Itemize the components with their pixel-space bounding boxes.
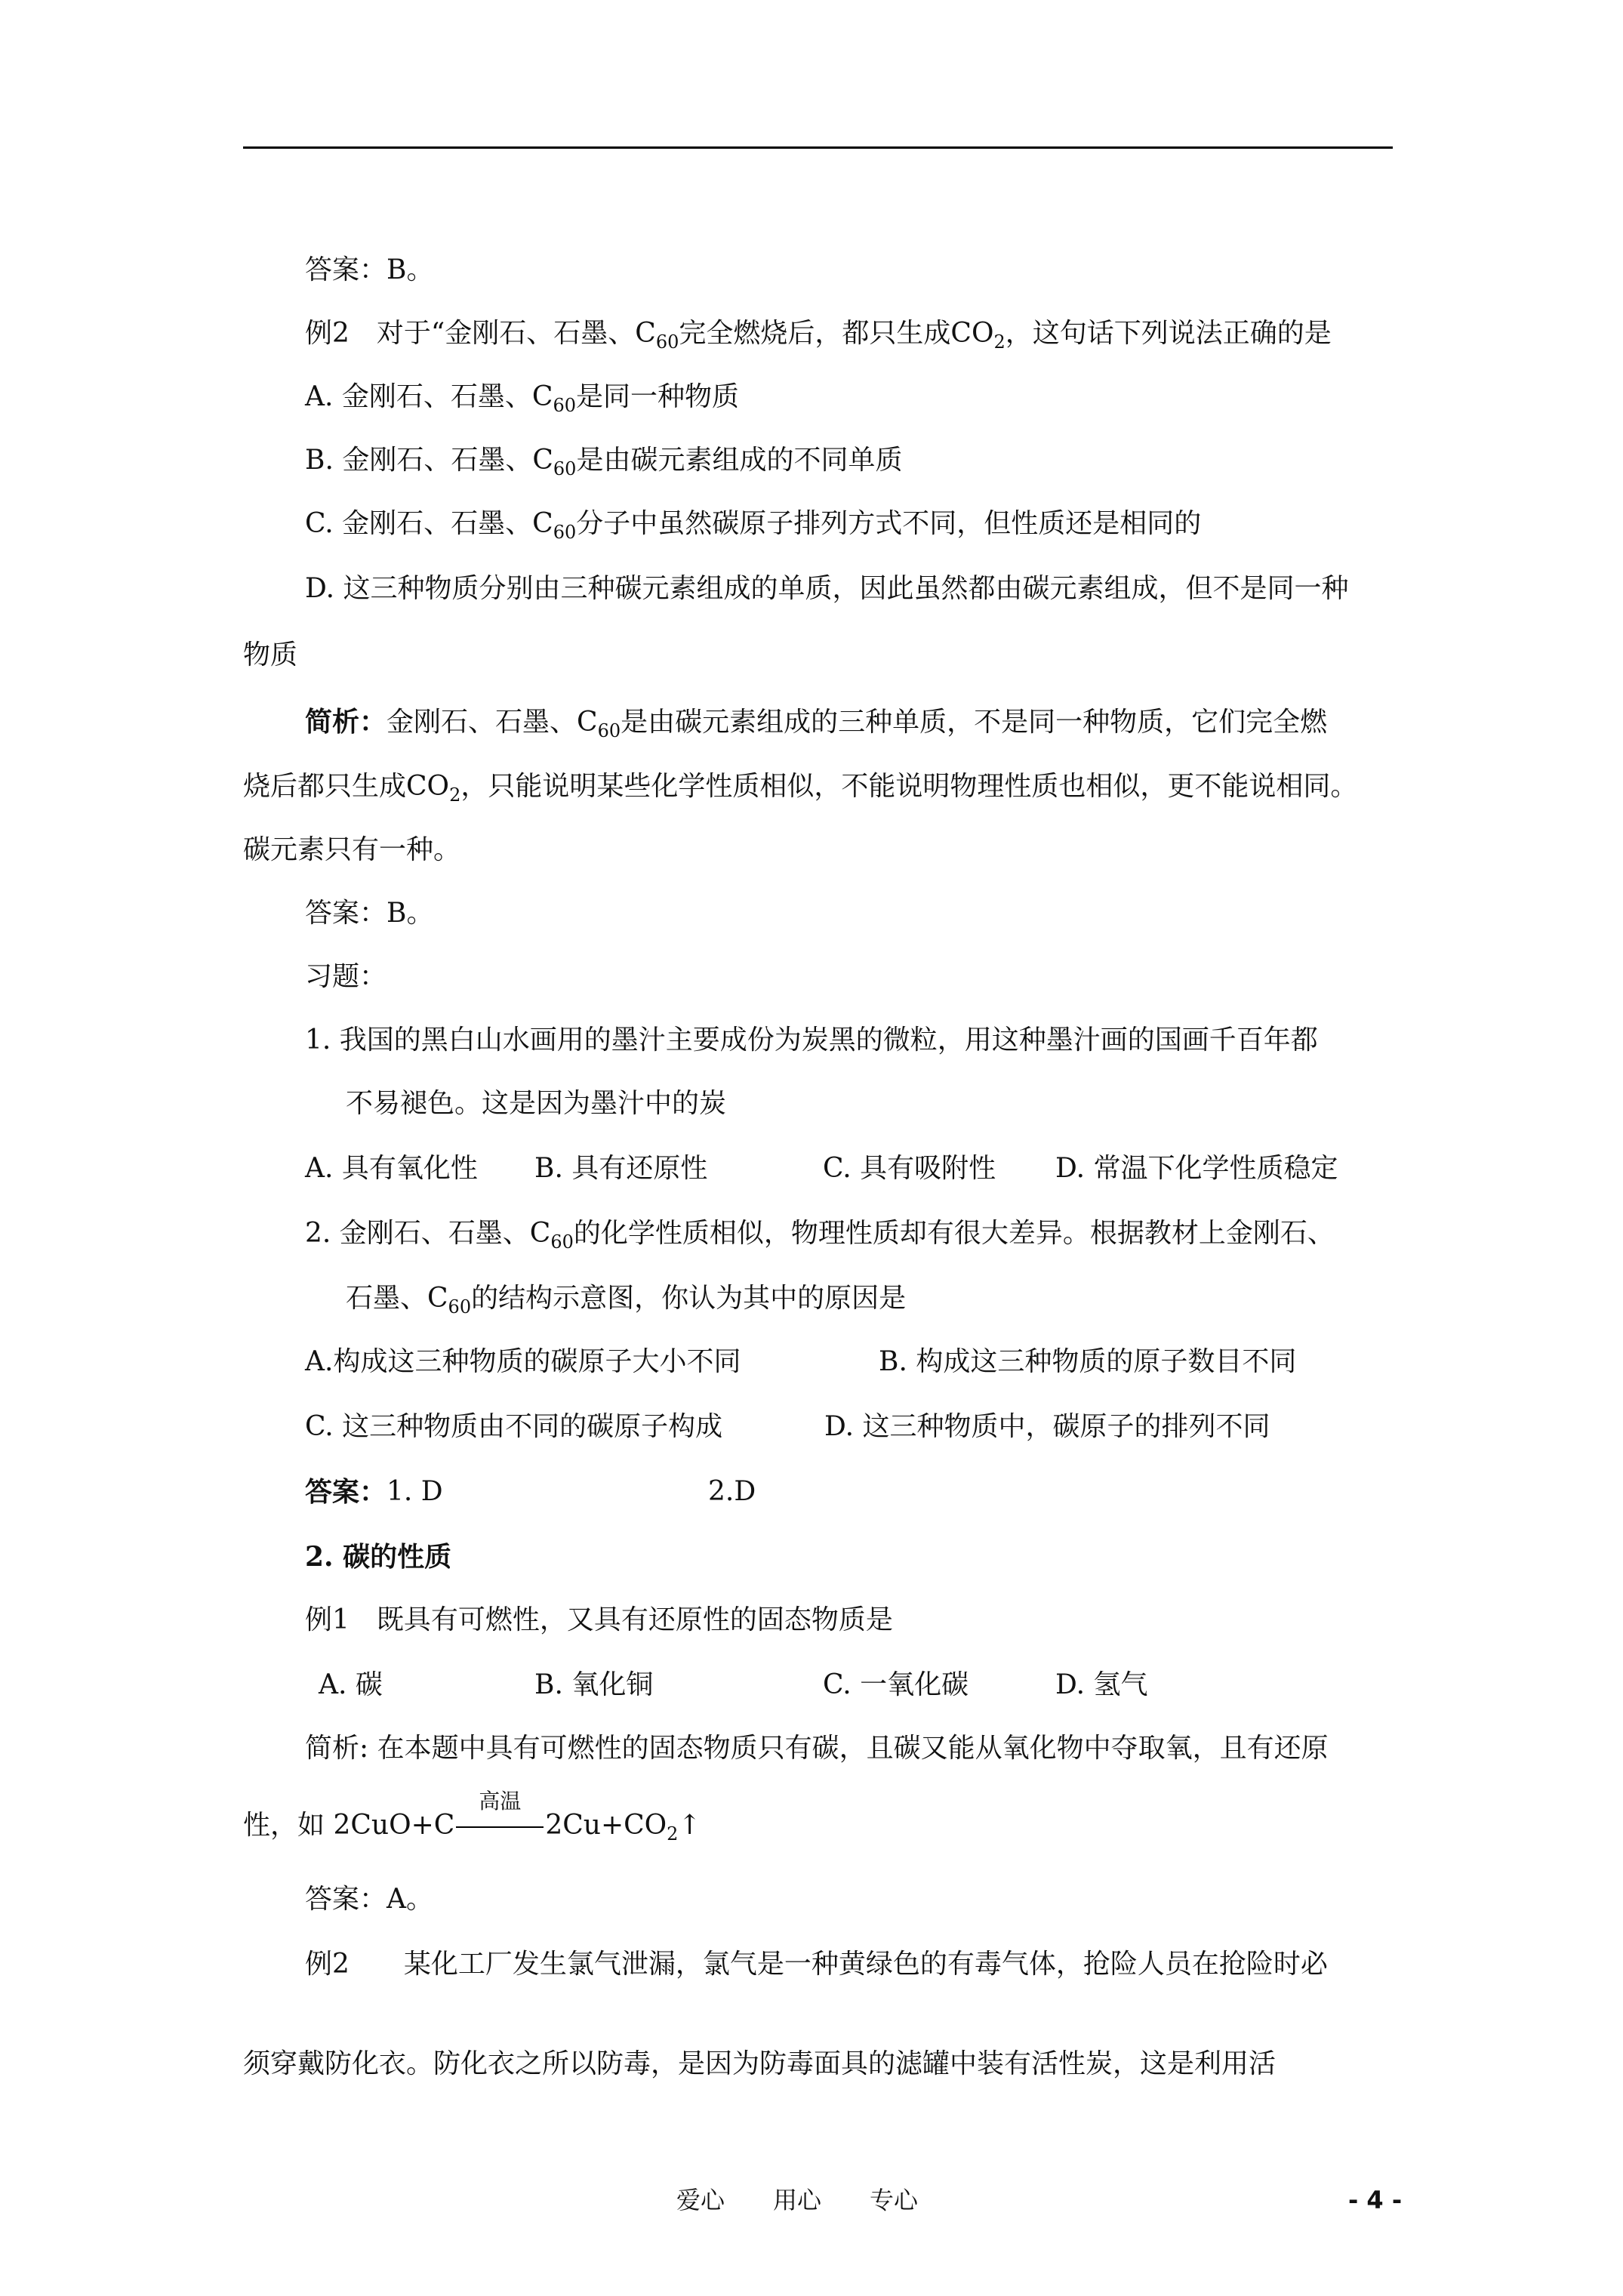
answer-line: 答案：B。 xyxy=(305,254,434,285)
option-d-line-2: 物质 xyxy=(243,639,298,670)
q1-option-a: A. 具有氧化性 xyxy=(305,1153,478,1184)
q1-option-c: C. 具有吸附性 xyxy=(823,1153,996,1184)
header-rule xyxy=(243,146,1393,149)
answer-q1: 1. D xyxy=(387,1476,443,1507)
s2-option-d: D. 氢气 xyxy=(1055,1669,1148,1700)
example-2-question: 例2 对于“金刚石、石墨、$C_{60}$完全燃烧后，都只生成$CO_2$，这句话下列说法正确的是 xyxy=(305,318,1332,353)
s2-answer: 答案：A。 xyxy=(305,1884,433,1915)
q1-option-b: B. 具有还原性 xyxy=(534,1153,708,1184)
analysis-line-1: 简析：金刚石、石墨、$C_{60}$是由碳元素组成的三种单质，不是同一种物质，它们完全燃 xyxy=(305,706,1328,741)
option-d-line-1: D. 这三种物质分别由三种碳元素组成的单质，因此虽然都由碳元素组成，但不是同一种 xyxy=(305,573,1349,604)
q2-line-1: 2. 金刚石、石墨、$C_{60}$的化学性质相似，物理性质却有很大差异。根据教材上金刚石、 xyxy=(305,1218,1335,1253)
q1-line-1: 1. 我国的黑白山水画用的墨汁主要成份为炭黑的微粒，用这种墨汁画的国画千百年都 xyxy=(305,1025,1318,1056)
s2-example-1-options xyxy=(0,1669,1623,1702)
q2-option-d: D. 这三种物质中，碳原子的排列不同 xyxy=(824,1411,1270,1442)
s2-example-2-line-1: 例2 某化工厂发生氯气泄漏，氯气是一种黄绿色的有毒气体，抢险人员在抢险时必 xyxy=(305,1949,1328,1980)
exercises-title: 习题： xyxy=(305,961,387,992)
option-a: A. 金刚石、石墨、$C_{60}$是同一种物质 xyxy=(305,381,739,416)
s2-example-1: 例1 既具有可燃性，又具有还原性的固态物质是 xyxy=(305,1604,893,1635)
s2-analysis-line-1: 简析: 在本题中具有可燃性的固态物质只有碳，且碳又能从氧化物中夺取氧，且有还原 xyxy=(305,1733,1329,1764)
analysis-label: 简析： xyxy=(305,706,387,738)
q2-option-b: B. 构成这三种物质的原子数目不同 xyxy=(879,1346,1297,1377)
option-c: C. 金刚石、石墨、$C_{60}$分子中虽然碳原子排列方式不同，但性质还是相同的 xyxy=(305,508,1202,543)
footer-motto: 爱心 用心 专心 xyxy=(676,2186,919,2214)
q2-options-row-1 xyxy=(0,1345,1623,1379)
gas-arrow-icon: ↑ xyxy=(678,1810,701,1841)
exercise-answers xyxy=(0,1475,1623,1509)
s2-option-a: A. 碳 xyxy=(319,1669,383,1700)
page-number: - 4 - xyxy=(1348,2186,1403,2214)
q2-option-a: A.构成这三种物质的碳原子大小不同 xyxy=(305,1346,741,1377)
q2-line-2: 石墨、$C_{60}$的结构示意图，你认为其中的原因是 xyxy=(346,1283,907,1318)
option-b: B. 金刚石、石墨、$C_{60}$是由碳元素组成的不同单质 xyxy=(305,445,903,479)
s2-option-b: B. 氧化铜 xyxy=(534,1669,654,1700)
s2-analysis-line-2: 性，如 2CuO+C 高温 $2Cu+CO_2↑$ xyxy=(243,1789,701,1845)
q2-option-c: C. 这三种物质由不同的碳原子构成 xyxy=(305,1411,723,1442)
q2-options-row-2 xyxy=(0,1410,1623,1444)
s2-example-2-line-2: 须穿戴防化衣。防化衣之所以防毒，是因为防毒面具的滤罐中装有活性炭，这是利用活 xyxy=(243,2048,1277,2079)
analysis-line-3: 碳元素只有一种。 xyxy=(243,834,461,865)
analysis-line-2: 烧后都只生成$CO_2$，只能说明某些化学性质相似，不能说明物理性质也相似，更不能说相同。 xyxy=(243,771,1358,806)
answer-q2: 2.D xyxy=(708,1476,756,1507)
answers-label: 答案： xyxy=(305,1476,387,1508)
s2-option-c: C. 一氧化碳 xyxy=(823,1669,969,1700)
answer-line-2: 答案：B。 xyxy=(305,898,434,929)
reaction-condition-bar: 高温 xyxy=(454,1809,545,1842)
q1-option-d: D. 常温下化学性质稳定 xyxy=(1055,1153,1338,1184)
q1-options xyxy=(0,1152,1623,1185)
q1-line-2: 不易褪色。这是因为墨汁中的炭 xyxy=(346,1088,727,1119)
section-heading: 2. 碳的性质 xyxy=(305,1541,452,1573)
